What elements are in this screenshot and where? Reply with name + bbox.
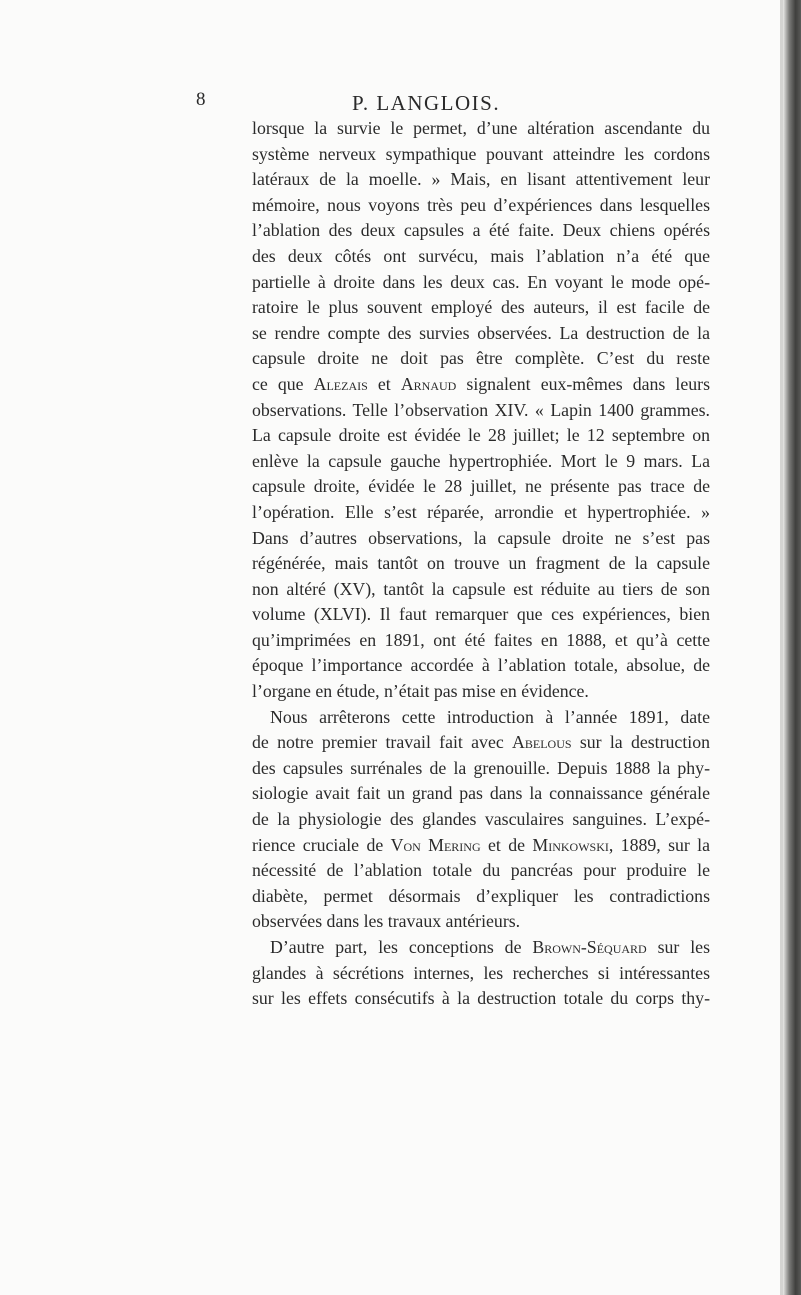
text-line: mémoire, nous voyons très peu d’expériences dans lesquelles bbox=[252, 194, 710, 215]
author-name: Arnaud bbox=[400, 373, 457, 394]
text-line: des capsules surrénales de la grenouille. Depuis 1888 la phy- bbox=[252, 757, 710, 778]
text-line: l’opération. Elle s’est réparée, arrondie et hypertrophiée. » bbox=[252, 501, 710, 522]
text-line: des deux côtés ont survécu, mais l’ablation n’a été que bbox=[252, 245, 710, 266]
text-line: Dans d’autres observations, la capsule droite ne s’est pas bbox=[252, 527, 710, 548]
text-line: enlève la capsule gauche hypertrophiée. Mort le 9 mars. La bbox=[252, 450, 710, 471]
text-line: de notre premier travail fait avec Abelous sur la destruction bbox=[252, 732, 710, 753]
text-line: l’organe en étude, n’était pas mise en évidence. bbox=[252, 681, 589, 702]
text-line: diabète, permet désormais d’expliquer les contradictions bbox=[252, 885, 710, 906]
text-line: siologie avait fait un grand pas dans la connaissance générale bbox=[252, 783, 710, 804]
author-name: Alezais bbox=[313, 373, 368, 394]
author-name: Minkowski bbox=[532, 834, 609, 855]
text-line: de la physiologie des glandes vasculaires sanguines. L’expé- bbox=[252, 809, 710, 830]
text-line: époque l’importance accordée à l’ablation totale, absolue, de bbox=[252, 655, 710, 676]
text-line: glandes à sécrétions internes, les recherches si intéressantes bbox=[252, 962, 710, 983]
text-line: lorsque la survie le permet, d’une altération ascendante du bbox=[252, 118, 710, 138]
text-line: Nous arrêterons cette introduction à l’année 1891, date bbox=[270, 706, 710, 727]
text-line: qu’imprimées en 1891, ont été faites en 1888, et qu’à cette bbox=[252, 629, 710, 650]
text-line: système nerveux sympathique pouvant atteindre les cordons bbox=[252, 143, 710, 164]
author-name: Abelous bbox=[512, 732, 572, 753]
text-line: partielle à droite dans les deux cas. En voyant le mode opé- bbox=[252, 271, 710, 292]
text-line: La capsule droite est évidée le 28 juillet; le 12 septembre on bbox=[252, 425, 710, 446]
text-line: l’ablation des deux capsules a été faite. Deux chiens opérés bbox=[252, 220, 710, 241]
text-line: nécessité de l’ablation totale du pancréas pour produire le bbox=[252, 860, 710, 881]
binding-shadow bbox=[783, 0, 801, 1295]
page-number: 8 bbox=[196, 89, 206, 110]
text-line: ce que Alezais et Arnaud signalent eux-mêmes dans leurs bbox=[252, 373, 710, 394]
text-line: non altéré (XV), tantôt la capsule est réduite au tiers de son bbox=[252, 578, 710, 599]
text-line: ratoire le plus souvent employé des auteurs, il est facile de bbox=[252, 297, 710, 318]
running-title: P. LANGLOIS. bbox=[352, 91, 501, 115]
author-name: Brown-Séquard bbox=[532, 937, 647, 957]
text-line: régénérée, mais tantôt on trouve un fragment de la capsule bbox=[252, 553, 710, 574]
text-line: D’autre part, les conceptions de Brown-Séquard sur les bbox=[270, 937, 710, 957]
text-line: observées dans les travaux antérieurs. bbox=[252, 911, 521, 932]
text-line: sur les effets consécutifs à la destruction totale du corps thy- bbox=[252, 988, 710, 1009]
text-line: latéraux de la moelle. » Mais, en lisant attentivement leur bbox=[252, 169, 710, 190]
text-line: se rendre compte des survies observées. La destruction de la bbox=[252, 322, 710, 343]
text-line: observations. Telle l’observation XIV. « Lapin 1400 grammes. bbox=[252, 399, 710, 420]
text-line: volume (XLVI). Il faut remarquer que ces expériences, bien bbox=[252, 604, 710, 625]
text-line: capsule droite, évidée le 28 juillet, ne présente pas trace de bbox=[252, 476, 710, 497]
text-line: rience cruciale de Von Mering et de Minkowski, 1889, sur la bbox=[252, 834, 711, 855]
text-line: capsule droite ne doit pas être complète. C’est du reste bbox=[252, 348, 710, 369]
body-text bbox=[252, 116, 710, 1012]
author-name: Von Mering bbox=[390, 834, 481, 855]
